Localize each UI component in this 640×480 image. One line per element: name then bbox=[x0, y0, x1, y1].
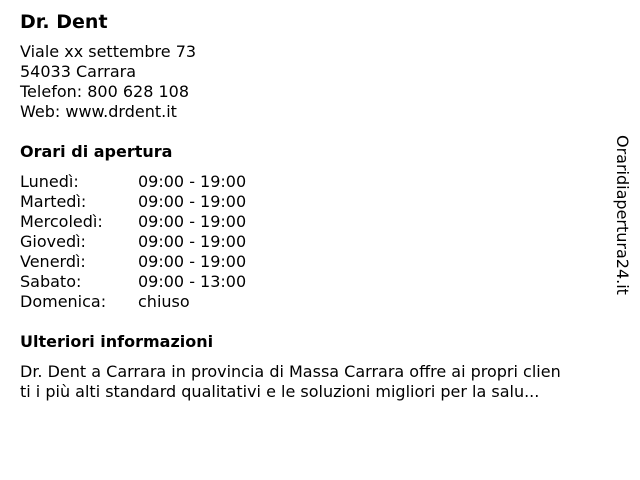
description-line-1: Dr. Dent a Carrara in provincia di Massa Carrara offre ai propri clien bbox=[20, 362, 561, 381]
day-label: Domenica: bbox=[20, 292, 107, 311]
hours-row-tuesday bbox=[20, 192, 620, 212]
phone-line: Telefon: 800 628 108 bbox=[20, 82, 190, 101]
info-heading: Ulteriori informazioni bbox=[20, 332, 214, 351]
time-value: 09:00 - 13:00 bbox=[138, 272, 247, 291]
business-name: Dr. Dent bbox=[20, 11, 108, 33]
business-card bbox=[20, 10, 620, 402]
hours-row-thursday bbox=[20, 232, 620, 252]
site-watermark: Oraridiapertura24.it bbox=[613, 135, 632, 295]
web-line: Web: www.drdent.it bbox=[20, 102, 177, 121]
hours-row-sunday bbox=[20, 292, 620, 312]
time-value: 09:00 - 19:00 bbox=[138, 172, 247, 191]
info-description bbox=[20, 362, 610, 402]
hours-row-saturday bbox=[20, 272, 620, 292]
time-value: 09:00 - 19:00 bbox=[138, 212, 247, 231]
time-value: 09:00 - 19:00 bbox=[138, 252, 247, 271]
day-label: Martedì: bbox=[20, 192, 87, 211]
hours-row-friday bbox=[20, 252, 620, 272]
time-value: 09:00 - 19:00 bbox=[138, 192, 247, 211]
city-line: 54033 Carrara bbox=[20, 62, 137, 81]
day-label: Venerdì: bbox=[20, 252, 86, 271]
time-value: 09:00 - 19:00 bbox=[138, 232, 247, 251]
contact-block bbox=[20, 42, 620, 122]
day-label: Sabato: bbox=[20, 272, 82, 291]
day-label: Mercoledì: bbox=[20, 212, 103, 231]
time-value: chiuso bbox=[138, 292, 190, 311]
description-line-2: ti i più alti standard qualitativi e le soluzioni migliori per la salu... bbox=[20, 382, 540, 401]
address-line: Viale xx settembre 73 bbox=[20, 42, 197, 61]
opening-hours-table bbox=[20, 172, 620, 312]
day-label: Giovedì: bbox=[20, 232, 86, 251]
day-label: Lunedì: bbox=[20, 172, 79, 191]
hours-row-wednesday bbox=[20, 212, 620, 232]
hours-heading: Orari di apertura bbox=[20, 142, 173, 161]
hours-row-monday bbox=[20, 172, 620, 192]
